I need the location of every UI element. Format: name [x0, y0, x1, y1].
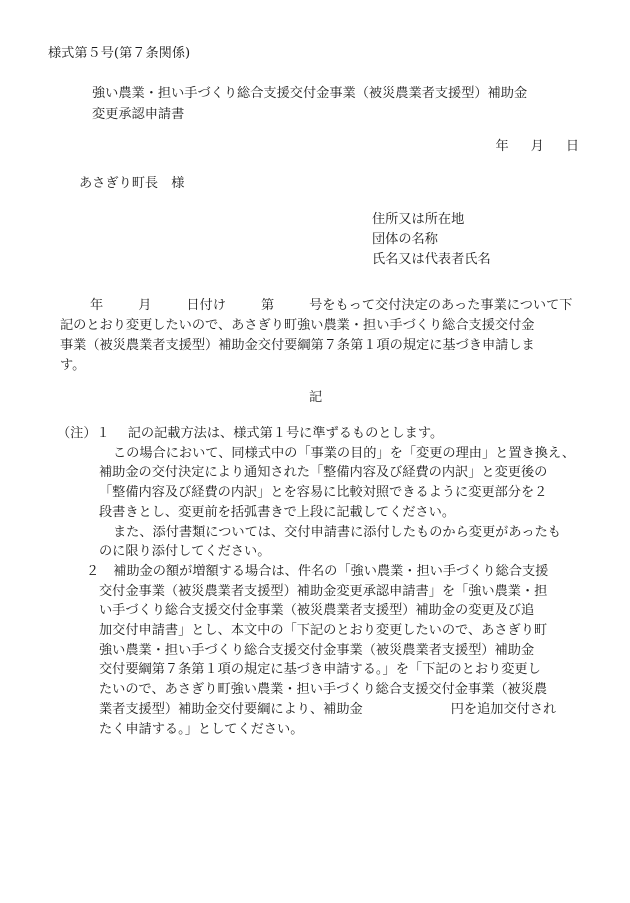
body-line-4: す。 [60, 358, 86, 373]
note-2-line-8: 業者支援型）補助金交付要綱により、補助金 円を追加交付され [99, 701, 557, 717]
note-1-line-1: （注）１ 記の記載方法は、様式第１号に準ずるものとします。 [57, 426, 444, 441]
title-line-2: 変更承認申請書 [92, 107, 185, 122]
form-number: 様式第５号(第７条関係) [48, 46, 191, 61]
note-2-line-3: い手づくり総合支援交付金事業（被災農業者支援型）補助金の変更及び追 [99, 603, 535, 619]
applicant-address: 住所又は所在地 [372, 212, 465, 227]
date-line [495, 137, 579, 157]
body-number-prefix: 第 [260, 298, 275, 313]
note-1-line-4: 「整備内容及び経費の内訳」とを容易に比較対照できるように変更部分を２ [99, 485, 548, 501]
applicant-organization: 団体の名称 [372, 232, 438, 247]
note-1-line-5: 段書きとし、変更前を括弧書きで上段に記載してください。 [99, 504, 456, 520]
notes-section [57, 424, 597, 739]
body-line-2: 記のとおり変更したいので、あさぎり町強い農業・担い手づくり総合支援交付金 [60, 318, 535, 333]
date-month: 月 [530, 139, 544, 154]
note-2-line-5: 強い農業・担い手づくり総合支援交付金事業（被災農業者支援型）補助金 [99, 642, 535, 658]
applicant-block [372, 210, 491, 270]
body-paragraph [60, 296, 588, 376]
date-day: 日 [565, 139, 579, 154]
note-2-line-1: ２ 補助金の額が増額する場合は、件名の「強い農業・担い手づくり総合支援 [86, 563, 549, 579]
body-month: 月 [138, 298, 152, 313]
body-line-3: 事業（被災農業者支援型）補助金交付要綱第７条第１項の規定に基づき申請しま [60, 338, 535, 353]
note-2-line-9: たく申請する。」としてください。 [99, 721, 304, 737]
note-1-line-3: 補助金の交付決定により通知された「整備内容及び経費の内訳」と変更後の [99, 465, 548, 481]
note-2-line-2: 交付金事業（被災農業者支援型）補助金変更承認申請書」を「強い農業・担 [99, 583, 548, 599]
document-title [92, 83, 527, 125]
note-2-line-4: 加交付申請書」とし、本文中の「下記のとおり変更したいので、あさぎり町 [99, 623, 548, 639]
title-line-1: 強い農業・担い手づくり総合支援交付金事業（被災農業者支援型）補助金 [92, 86, 528, 101]
note-1-line-6: また、添付書類については、交付申請書に添付したものから変更があったも [113, 524, 561, 540]
body-line-1 [60, 296, 588, 316]
note-2-number: ２ [86, 563, 100, 579]
addressee: あさぎり町長 様 [79, 176, 185, 191]
date-year: 年 [495, 139, 509, 154]
note-2-line-6: 交付要綱第７条第１項の規定に基づき申請する。」を「下記のとおり変更し [99, 662, 541, 678]
body-date: 日付け [186, 298, 226, 313]
applicant-name: 氏名又は代表者氏名 [372, 252, 491, 267]
note-1-line-2: この場合において、同様式中の「事業の目的」を「変更の理由」と置き換え、 [113, 445, 576, 461]
body-line-1-rest: 号をもって交付決定のあった事業について下 [309, 298, 573, 313]
body-year: 年 [90, 298, 104, 313]
note-1-line-7: のに限り添付してください。 [99, 544, 271, 560]
note-2-line-7: たいので、あさぎり町強い農業・担い手づくり総合支援交付金事業（被災農 [99, 682, 548, 698]
ki-heading: 記 [309, 390, 323, 405]
notes-label: （注）１ [57, 426, 110, 441]
